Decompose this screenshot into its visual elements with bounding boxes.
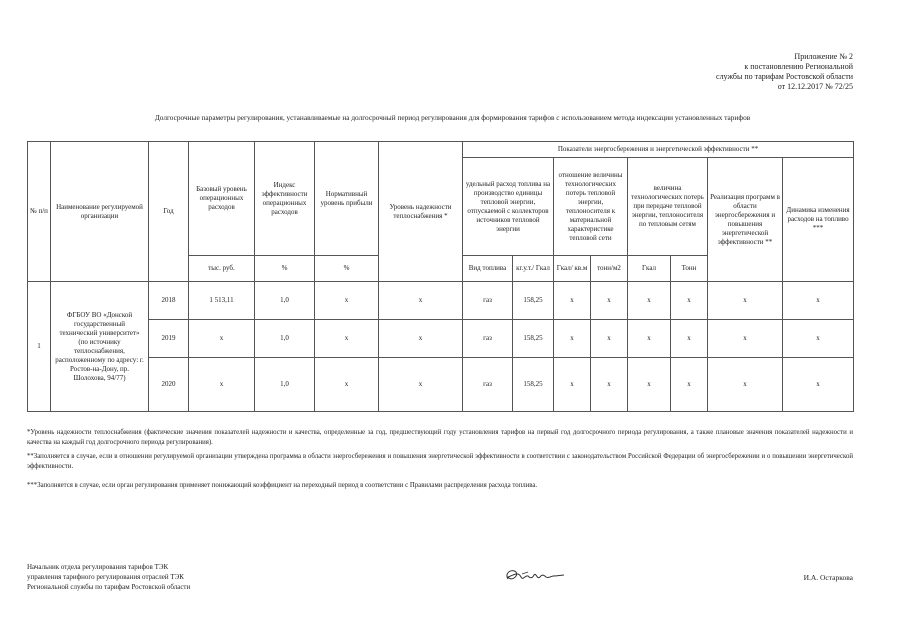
cell-index: 1,0 bbox=[255, 358, 315, 412]
cell-loss-ratio-2: x bbox=[591, 358, 628, 412]
table-row bbox=[28, 320, 854, 358]
header-dynamics: Динамика изменения расходов на топливо *** bbox=[783, 158, 854, 282]
appendix-block bbox=[716, 52, 853, 92]
unit-loss-ratio-2: тонн/м2 bbox=[591, 256, 628, 282]
signatory-position bbox=[27, 562, 190, 592]
cell-loss-ratio-2: x bbox=[591, 320, 628, 358]
cell-profit: x bbox=[315, 358, 379, 412]
footnote-2: **Заполняется в случае, если в отношении регулируемой организации утверждена программа в области энергосбережения и повышения энергетической эффективности в соответствии с законодательством Российской Федерации об энергосбережении и о повышении энергетической эффективности. bbox=[27, 453, 853, 470]
table-row bbox=[28, 282, 854, 320]
cell-loss-value-2: x bbox=[671, 282, 708, 320]
cell-base: 1 513,11 bbox=[189, 282, 255, 320]
unit-index: % bbox=[255, 256, 315, 282]
unit-fuel-type: Вид топлива bbox=[463, 256, 513, 282]
signatory-name: И.А. Остаркова bbox=[803, 573, 853, 582]
cell-year: 2018 bbox=[149, 282, 189, 320]
parameters-table bbox=[27, 141, 854, 412]
header-programs: Реализация программ в области энергосбережения и повышения энергетической эффективности ** bbox=[708, 158, 783, 282]
signatory-line: Региональной службы по тарифам Ростовской области bbox=[27, 583, 191, 591]
header-base: Базовый уровень операционных расходов bbox=[189, 142, 255, 256]
cell-loss-ratio-1: x bbox=[554, 282, 591, 320]
cell-fuel-type: газ bbox=[463, 282, 513, 320]
cell-dynamics: x bbox=[783, 320, 854, 358]
cell-base: x bbox=[189, 320, 255, 358]
cell-programs: x bbox=[708, 282, 783, 320]
header-year: Год bbox=[149, 142, 189, 282]
header-energy-group: Показатели энергосбережения и энергетической эффективности ** bbox=[463, 142, 854, 158]
cell-fuel-type: газ bbox=[463, 358, 513, 412]
cell-dynamics: x bbox=[783, 282, 854, 320]
appendix-line: Приложение № 2 bbox=[794, 52, 853, 61]
org-name: ФГБОУ ВО «Донской государственный технический университет» (по источнику теплоснабжения, расположенному по адресу: г. Ростов-на-Дону, пр. Шолохова, 94/77) bbox=[51, 282, 149, 412]
cell-loss-ratio-1: x bbox=[554, 320, 591, 358]
org-number: 1 bbox=[28, 282, 51, 412]
cell-loss-value-1: x bbox=[628, 320, 671, 358]
cell-fuel-rate: 158,25 bbox=[513, 320, 554, 358]
header-reliability: Уровень надежности теплоснабжения * bbox=[379, 142, 463, 282]
signatory-line: Начальник отдела регулирования тарифов ТЭК bbox=[27, 563, 169, 571]
header-org: Наименование регулируемой организации bbox=[51, 142, 149, 282]
header-loss-ratio: отношение величины технологических потерь тепловой энергии, теплоносителя к материальной характеристике тепловой сети bbox=[554, 158, 628, 256]
cell-reliability: x bbox=[379, 282, 463, 320]
appendix-line: службы по тарифам Ростовской области bbox=[716, 72, 853, 81]
unit-loss-ratio-1: Гкал/ кв.м bbox=[554, 256, 591, 282]
header-fuel: удельный расход топлива на производство единицы тепловой энергии, отпускаемой с коллекторов источников тепловой энергии bbox=[463, 158, 554, 256]
cell-loss-value-2: x bbox=[671, 358, 708, 412]
cell-loss-ratio-2: x bbox=[591, 282, 628, 320]
cell-profit: x bbox=[315, 320, 379, 358]
unit-base: тыс. руб. bbox=[189, 256, 255, 282]
appendix-line: от 12.12.2017 № 72/25 bbox=[777, 82, 853, 91]
cell-fuel-rate: 158,25 bbox=[513, 282, 554, 320]
cell-base: x bbox=[189, 358, 255, 412]
footnote-3: ***Заполняется в случае, если орган регулирования применяет понижающий коэффициент на переходный период в соответствии с Правилами распределения расхода топлива. bbox=[27, 482, 538, 489]
unit-fuel-rate: кг.у.т./ Гкал bbox=[513, 256, 554, 282]
unit-loss-value-1: Гкал bbox=[628, 256, 671, 282]
cell-loss-ratio-1: x bbox=[554, 358, 591, 412]
header-loss-value: величина технологических потерь при передаче тепловой энергии, теплоносителя по тепловым сетям bbox=[628, 158, 708, 256]
cell-programs: x bbox=[708, 320, 783, 358]
document-title: Долгосрочные параметры регулирования, устанавливаемые на долгосрочный период регулирования для формирования тарифов с использованием метода индексации установленных тарифов bbox=[154, 113, 751, 122]
cell-loss-value-1: x bbox=[628, 358, 671, 412]
cell-dynamics: x bbox=[783, 358, 854, 412]
table-row bbox=[28, 358, 854, 412]
handwritten-signature bbox=[502, 565, 568, 587]
unit-profit: % bbox=[315, 256, 379, 282]
cell-year: 2019 bbox=[149, 320, 189, 358]
cell-loss-value-2: x bbox=[671, 320, 708, 358]
header-index: Индекс эффективности операционных расходов bbox=[255, 142, 315, 256]
cell-reliability: x bbox=[379, 320, 463, 358]
cell-fuel-type: газ bbox=[463, 320, 513, 358]
appendix-line: к постановлению Региональной bbox=[744, 62, 853, 71]
cell-fuel-rate: 158,25 bbox=[513, 358, 554, 412]
unit-loss-value-2: Тонн bbox=[671, 256, 708, 282]
cell-index: 1,0 bbox=[255, 282, 315, 320]
cell-year: 2020 bbox=[149, 358, 189, 412]
cell-index: 1,0 bbox=[255, 320, 315, 358]
cell-profit: x bbox=[315, 282, 379, 320]
cell-programs: x bbox=[708, 358, 783, 412]
signatory-line: управления тарифного регулирования отраслей ТЭК bbox=[27, 573, 184, 581]
cell-loss-value-1: x bbox=[628, 282, 671, 320]
footnote-1: *Уровень надежности теплоснабжения (фактические значения показателей надежности и качества, определенные за год, предшествующий году установления тарифов на первый год долгосрочного периода регулирования, а также плановые значения показателей надежности и качества на каждый год долгосрочного периода регулирования). bbox=[27, 429, 853, 446]
header-profit: Нормативный уровень прибыли bbox=[315, 142, 379, 256]
cell-reliability: x bbox=[379, 358, 463, 412]
header-num: № п/п bbox=[28, 142, 51, 282]
